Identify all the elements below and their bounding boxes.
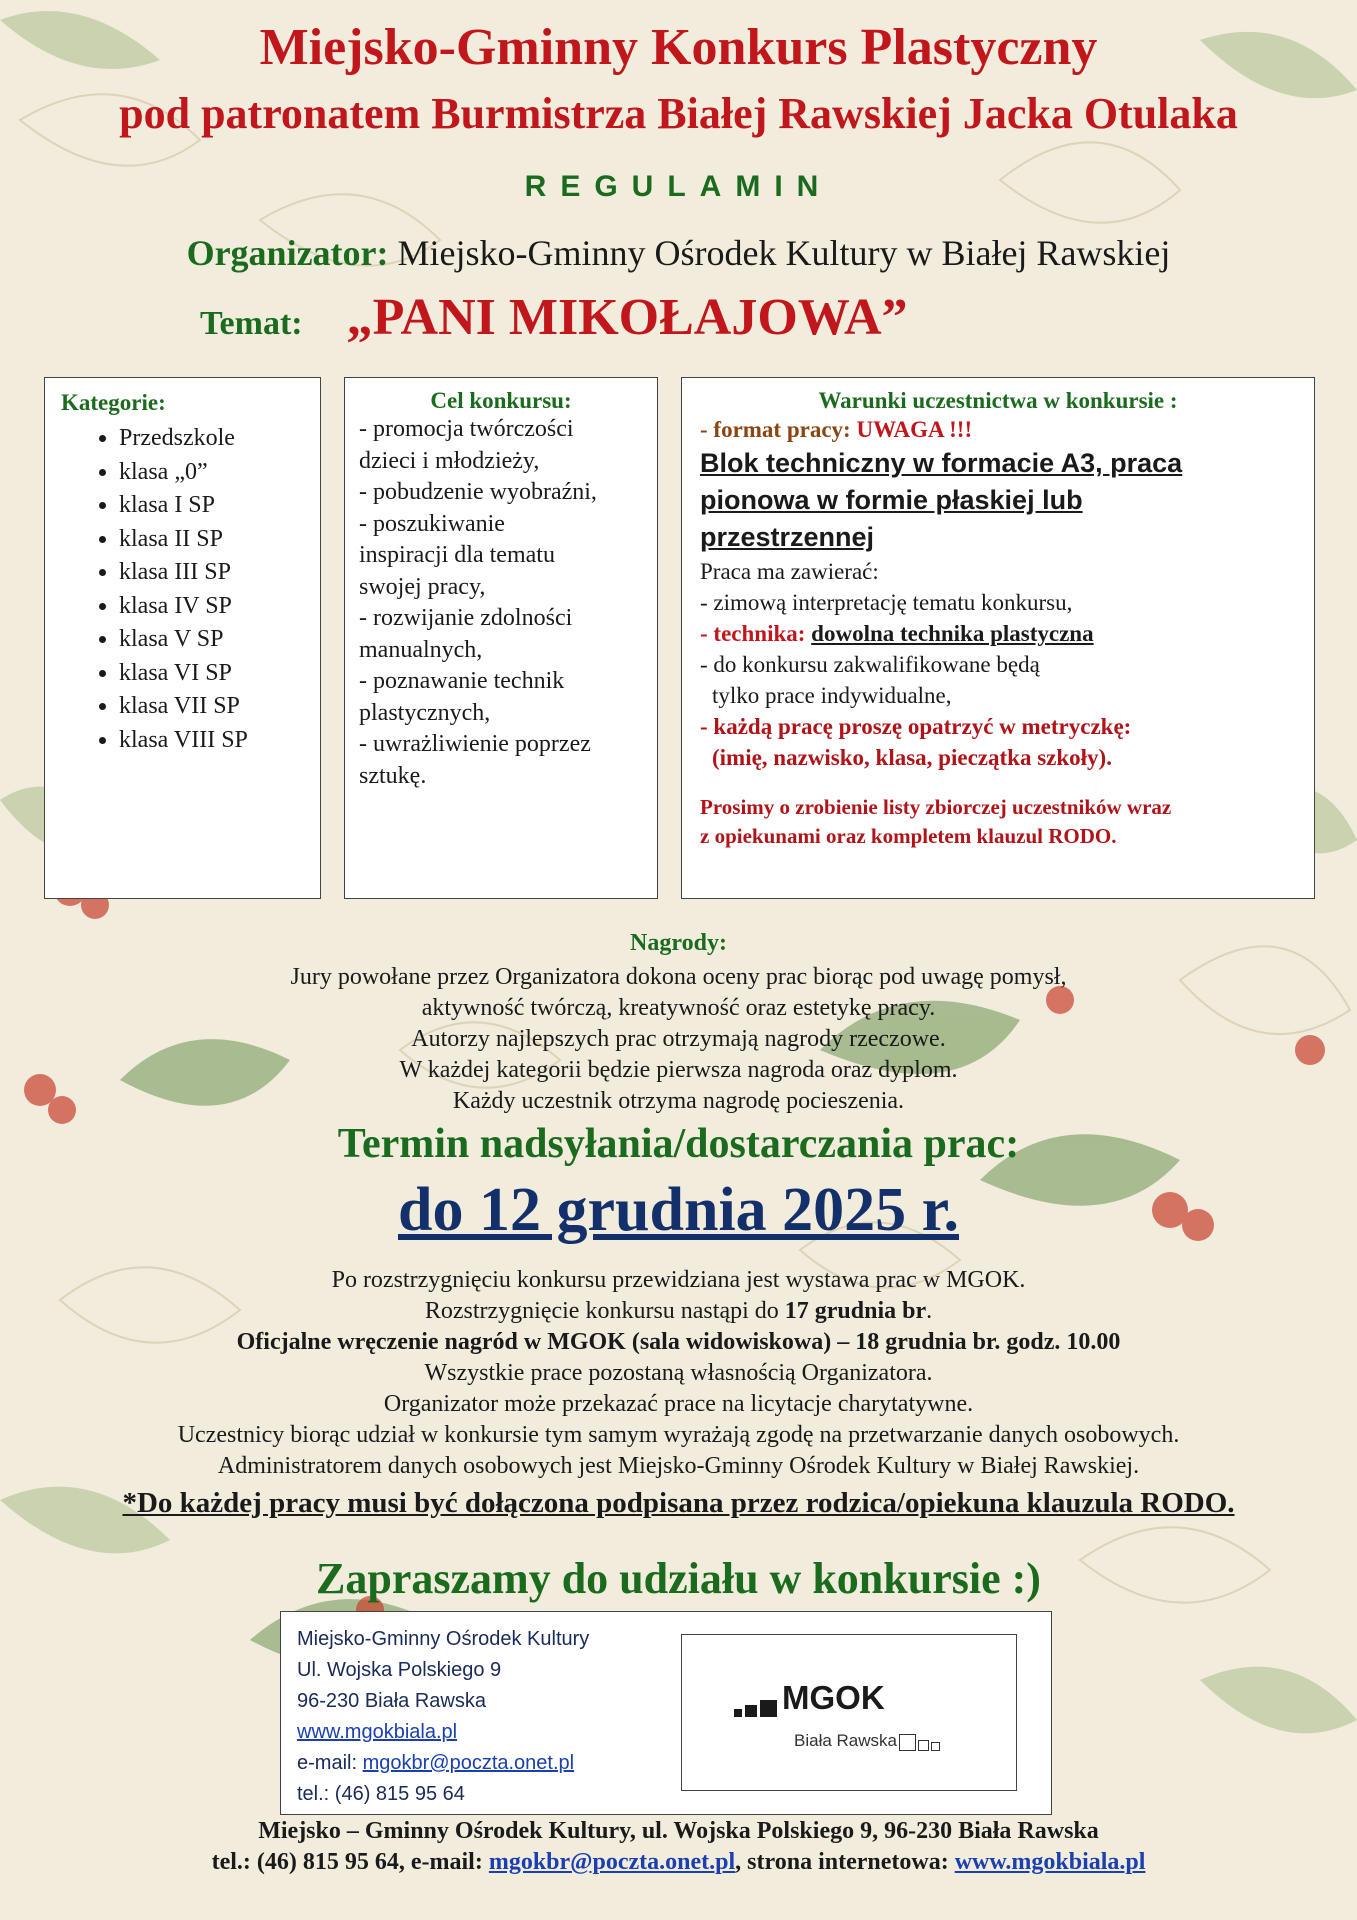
footer-tel: tel.: (46) 815 95 64, e-mail: (211, 1849, 483, 1875)
label-line: - każdą pracę proszę opatrzyć w metryczkę: (700, 714, 1132, 739)
contact-email-line (297, 1748, 589, 1779)
deadline-heading: Termin nadsyłania/dostarczania prac: (337, 1121, 1020, 1167)
categories-list (61, 422, 304, 757)
organizer-line (0, 232, 1357, 274)
contact-website-link[interactable]: www.mgokbiala.pl (297, 1721, 458, 1743)
contest-patronage: pod patronatem Burmistrza Białej Rawskiej Jacka Otulaka (119, 89, 1238, 138)
contact-email-label: e-mail: (297, 1752, 358, 1774)
prize-line: aktywność twórczą, kreatywność oraz estetykę pracy. (421, 995, 936, 1021)
contact-street: Ul. Wojska Polskiego 9 (297, 1659, 502, 1681)
goal-line: - poszukiwanie (359, 510, 505, 537)
logo-square-icon (760, 1700, 777, 1717)
footer-address: Miejsko – Gminny Ośrodek Kultury, ul. Wojska Polskiego 9, 96-230 Biała Rawska (258, 1818, 1099, 1844)
logo-subtitle (794, 1731, 940, 1751)
category-item: • klasa V SP (119, 623, 304, 657)
goal-line: - promocja twórczości (359, 416, 574, 442)
results-line (0, 1296, 1357, 1327)
invitation: Zapraszamy do udziału w konkursie :) (316, 1554, 1041, 1603)
goal-line: - rozwijanie zdolności (359, 605, 573, 631)
contact-email-link[interactable]: mgokbr@poczta.onet.pl (362, 1752, 575, 1774)
data-admin-line: Administratorem danych osobowych jest Miejsko-Gminny Ośrodek Kultury w Białej Rawskiej. (217, 1453, 1140, 1479)
category-item: • klasa VII SP (119, 690, 304, 724)
goal-heading: Cel konkursu: (430, 388, 572, 413)
format-main: przestrzennej (700, 522, 875, 552)
prize-line: W każdej kategorii będzie pierwsza nagroda oraz dyplom. (399, 1057, 958, 1083)
goal-line: inspiracji dla tematu (359, 542, 555, 568)
footer-email-link[interactable]: mgokbr@poczta.onet.pl (488, 1849, 736, 1875)
category-item: • Przedszkole (119, 422, 304, 456)
goal-line: - uwrażliwienie poprzez (359, 731, 591, 757)
goal-line: - poznawanie technik (359, 668, 565, 694)
individual-line: tylko prace indywidualne, (712, 683, 952, 708)
mgok-logo-mark (734, 1679, 885, 1717)
logo-outline-square-icon (931, 1742, 940, 1751)
charity-line: Organizator może przekazać prace na licytacje charytatywne. (383, 1391, 974, 1417)
goal-line: manualnych, (359, 636, 483, 663)
theme-line (200, 288, 908, 347)
technique-label: - technika: (700, 621, 806, 646)
content-item: - zimową interpretację tematu konkursu, (700, 590, 1073, 615)
individual-line: - do konkursu zakwalifikowane będą (700, 652, 1040, 677)
conditions-heading: Warunki uczestnictwa w konkursie : (818, 388, 1178, 413)
conditions-box (681, 377, 1315, 899)
prize-line: Autorzy najlepszych prac otrzymają nagrody rzeczowe. (411, 1026, 946, 1052)
mgok-logo (681, 1634, 1017, 1791)
footer-contact (0, 1849, 1357, 1876)
format-main: pionowa w formie płaskiej lub (700, 485, 1083, 515)
categories-box (44, 377, 321, 899)
category-item: • klasa I SP (119, 489, 304, 523)
format-main: Blok techniczny w formacie A3, praca (700, 448, 1183, 478)
logo-outline-square-icon (899, 1734, 916, 1751)
logo-text: MGOK (782, 1679, 885, 1716)
theme-label: Temat: (200, 305, 303, 342)
theme-value: „PANI MIKOŁAJOWA” (346, 289, 908, 346)
logo-outline-square-icon (918, 1740, 929, 1751)
prizes-text (0, 962, 1357, 1117)
category-item: • klasa VIII SP (119, 724, 304, 758)
participants-note: Prosimy o zrobienie listy zbiorczej uczestników wraz (700, 795, 1172, 819)
category-item: • klasa „0” (119, 456, 304, 490)
contact-details (297, 1624, 589, 1810)
contest-title: Miejsko-Gminny Konkurs Plastyczny (259, 19, 1098, 76)
contact-phone: tel.: (46) 815 95 64 (297, 1783, 465, 1805)
organizer-label: Organizator: (186, 233, 389, 273)
category-item: • klasa II SP (119, 523, 304, 557)
goal-line: sztukę. (359, 762, 427, 789)
logo-sub-text: Biała Rawska (794, 1731, 897, 1750)
prizes-heading: Nagrody: (630, 930, 727, 956)
contact-city: 96-230 Biała Rawska (297, 1690, 486, 1712)
label-line: (imię, nazwisko, klasa, pieczątka szkoły). (712, 745, 1112, 770)
format-label: - format pracy: (700, 417, 851, 442)
contact-box (280, 1611, 1052, 1815)
goal-line: plastycznych, (359, 699, 491, 726)
organizer-value: Miejsko-Gminny Ośrodek Kultury w Białej Rawskiej (397, 233, 1171, 273)
logo-square-icon (734, 1709, 742, 1717)
categories-heading: Kategorie: (61, 390, 166, 415)
results-date: 17 grudnia br (784, 1298, 927, 1324)
logo-square-icon (745, 1705, 757, 1717)
rodo-notice: *Do każdej pracy musi być dołączona podpisana przez rodzica/opiekuna klauzula RODO. (122, 1487, 1235, 1519)
technique-value: dowolna technika plastyczna (811, 621, 1094, 646)
after-contest-info (0, 1265, 1357, 1482)
footer-site-label: , strona internetowa: (735, 1849, 949, 1875)
content-intro: Praca ma zawierać: (700, 559, 879, 584)
ceremony-line: Oficjalne wręczenie nagród w MGOK (sala widowiskowa) – 18 grudnia br. godz. 10.00 (236, 1329, 1121, 1355)
results-pre: Rozstrzygnięcie konkursu nastąpi do (424, 1298, 779, 1324)
footer-website-link[interactable]: www.mgokbiala.pl (954, 1849, 1146, 1875)
goal-line: swojej pracy, (359, 573, 486, 600)
goal-line: dzieci i młodzieży, (359, 447, 540, 474)
prize-line: Jury powołane przez Organizatora dokona oceny prac biorąc pod uwagę pomysł, (290, 964, 1067, 990)
participants-note: z opiekunami oraz kompletem klauzul RODO. (700, 824, 1117, 848)
contact-name: Miejsko-Gminny Ośrodek Kultury (297, 1628, 590, 1650)
format-warning: UWAGA !!! (856, 417, 973, 442)
goal-line: - pobudzenie wyobraźni, (359, 479, 597, 505)
format-line (700, 414, 1296, 445)
technique-line (700, 618, 1296, 649)
category-item: • klasa VI SP (119, 657, 304, 691)
prize-line: Każdy uczestnik otrzyma nagrodę pocieszenia. (452, 1088, 905, 1114)
regulamin-heading: REGULAMIN (524, 170, 833, 203)
ownership-line: Wszystkie prace pozostaną własnością Organizatora. (424, 1360, 933, 1386)
consent-line: Uczestnicy biorąc udział w konkursie tym samym wyrażają zgodę na przetwarzanie danych osobowych. (177, 1422, 1180, 1448)
goal-box (344, 377, 658, 899)
category-item: • klasa III SP (119, 556, 304, 590)
deadline-date: do 12 grudnia 2025 r. (398, 1176, 959, 1244)
category-item: • klasa IV SP (119, 590, 304, 624)
results-post: . (926, 1298, 933, 1324)
exhibition-line: Po rozstrzygnięciu konkursu przewidziana jest wystawa prac w MGOK. (331, 1267, 1026, 1293)
